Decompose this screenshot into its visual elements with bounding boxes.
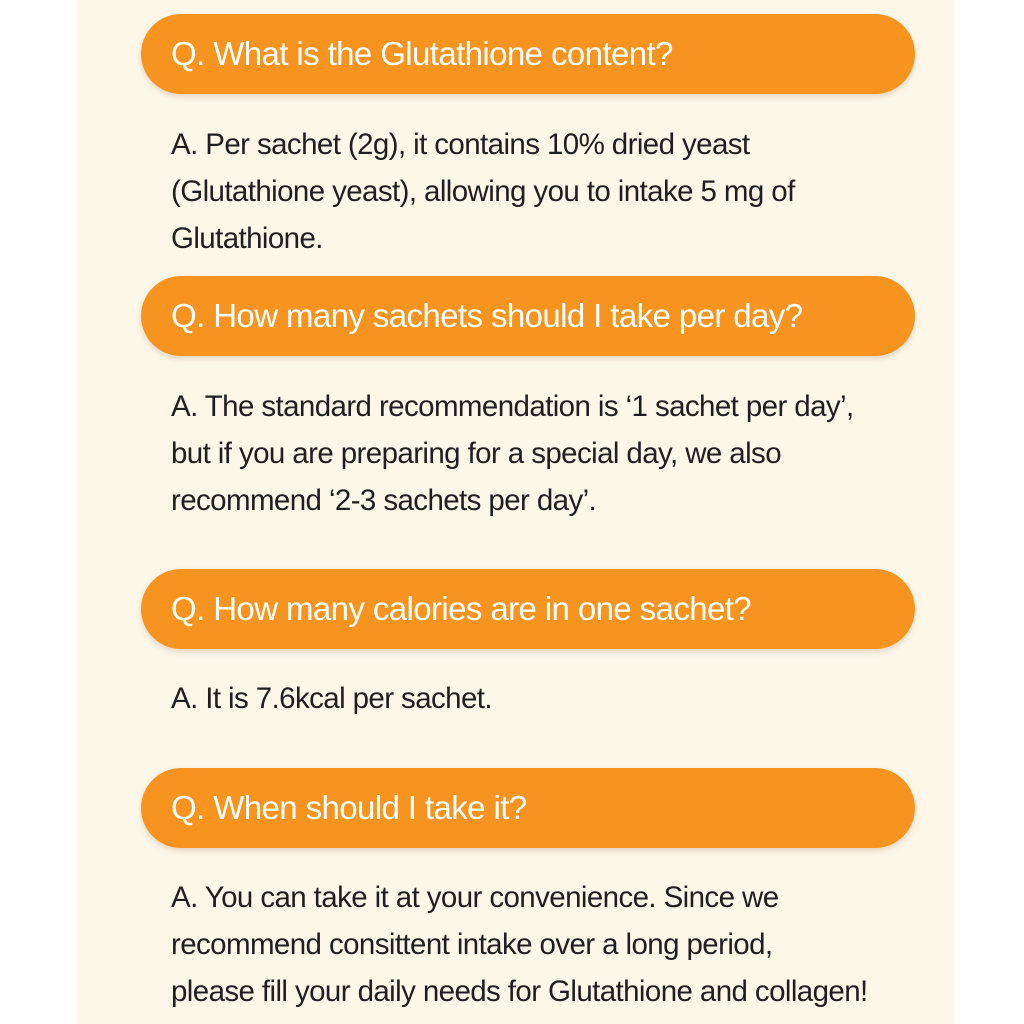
faq-answer-4-line-3: please fill your daily needs for Glutathione and collagen!	[171, 975, 868, 1008]
faq-answer-3	[171, 675, 931, 722]
faq-question-4	[141, 768, 915, 848]
faq-question-2	[141, 276, 915, 356]
faq-question-3-text: Q. How many calories are in one sachet?	[171, 590, 752, 627]
faq-answer-1	[171, 121, 931, 262]
faq-answer-2-line-2: but if you are preparing for a special day, we also	[171, 437, 782, 470]
faq-answer-4-line-1: A. You can take it at your convenience. Since we	[171, 881, 779, 914]
faq-answer-2-line-3: recommend ‘2-3 sachets per day’.	[171, 484, 597, 517]
faq-answer-1-line-2: (Glutathione yeast), allowing you to intake 5 mg of	[171, 175, 795, 208]
faq-answer-4-line-2: recommend consittent intake over a long period,	[171, 928, 773, 961]
faq-answer-3-line-1: A. It is 7.6kcal per sachet.	[171, 682, 492, 715]
faq-question-3	[141, 569, 915, 649]
faq-question-2-text: Q. How many sachets should I take per day?	[171, 297, 803, 334]
faq-answer-1-line-3: Glutathione.	[171, 222, 323, 255]
faq-answer-1-line-1: A. Per sachet (2g), it contains 10% dried yeast	[171, 128, 750, 161]
faq-question-4-text: Q. When should I take it?	[171, 789, 527, 826]
faq-question-1-text: Q. What is the Glutathione content?	[171, 35, 673, 72]
faq-answer-4	[171, 874, 931, 1015]
faq-question-1	[141, 14, 915, 94]
faq-page	[77, 0, 954, 1024]
faq-answer-2-line-1: A. The standard recommendation is ‘1 sachet per day’,	[171, 390, 854, 423]
faq-answer-2	[171, 383, 931, 524]
